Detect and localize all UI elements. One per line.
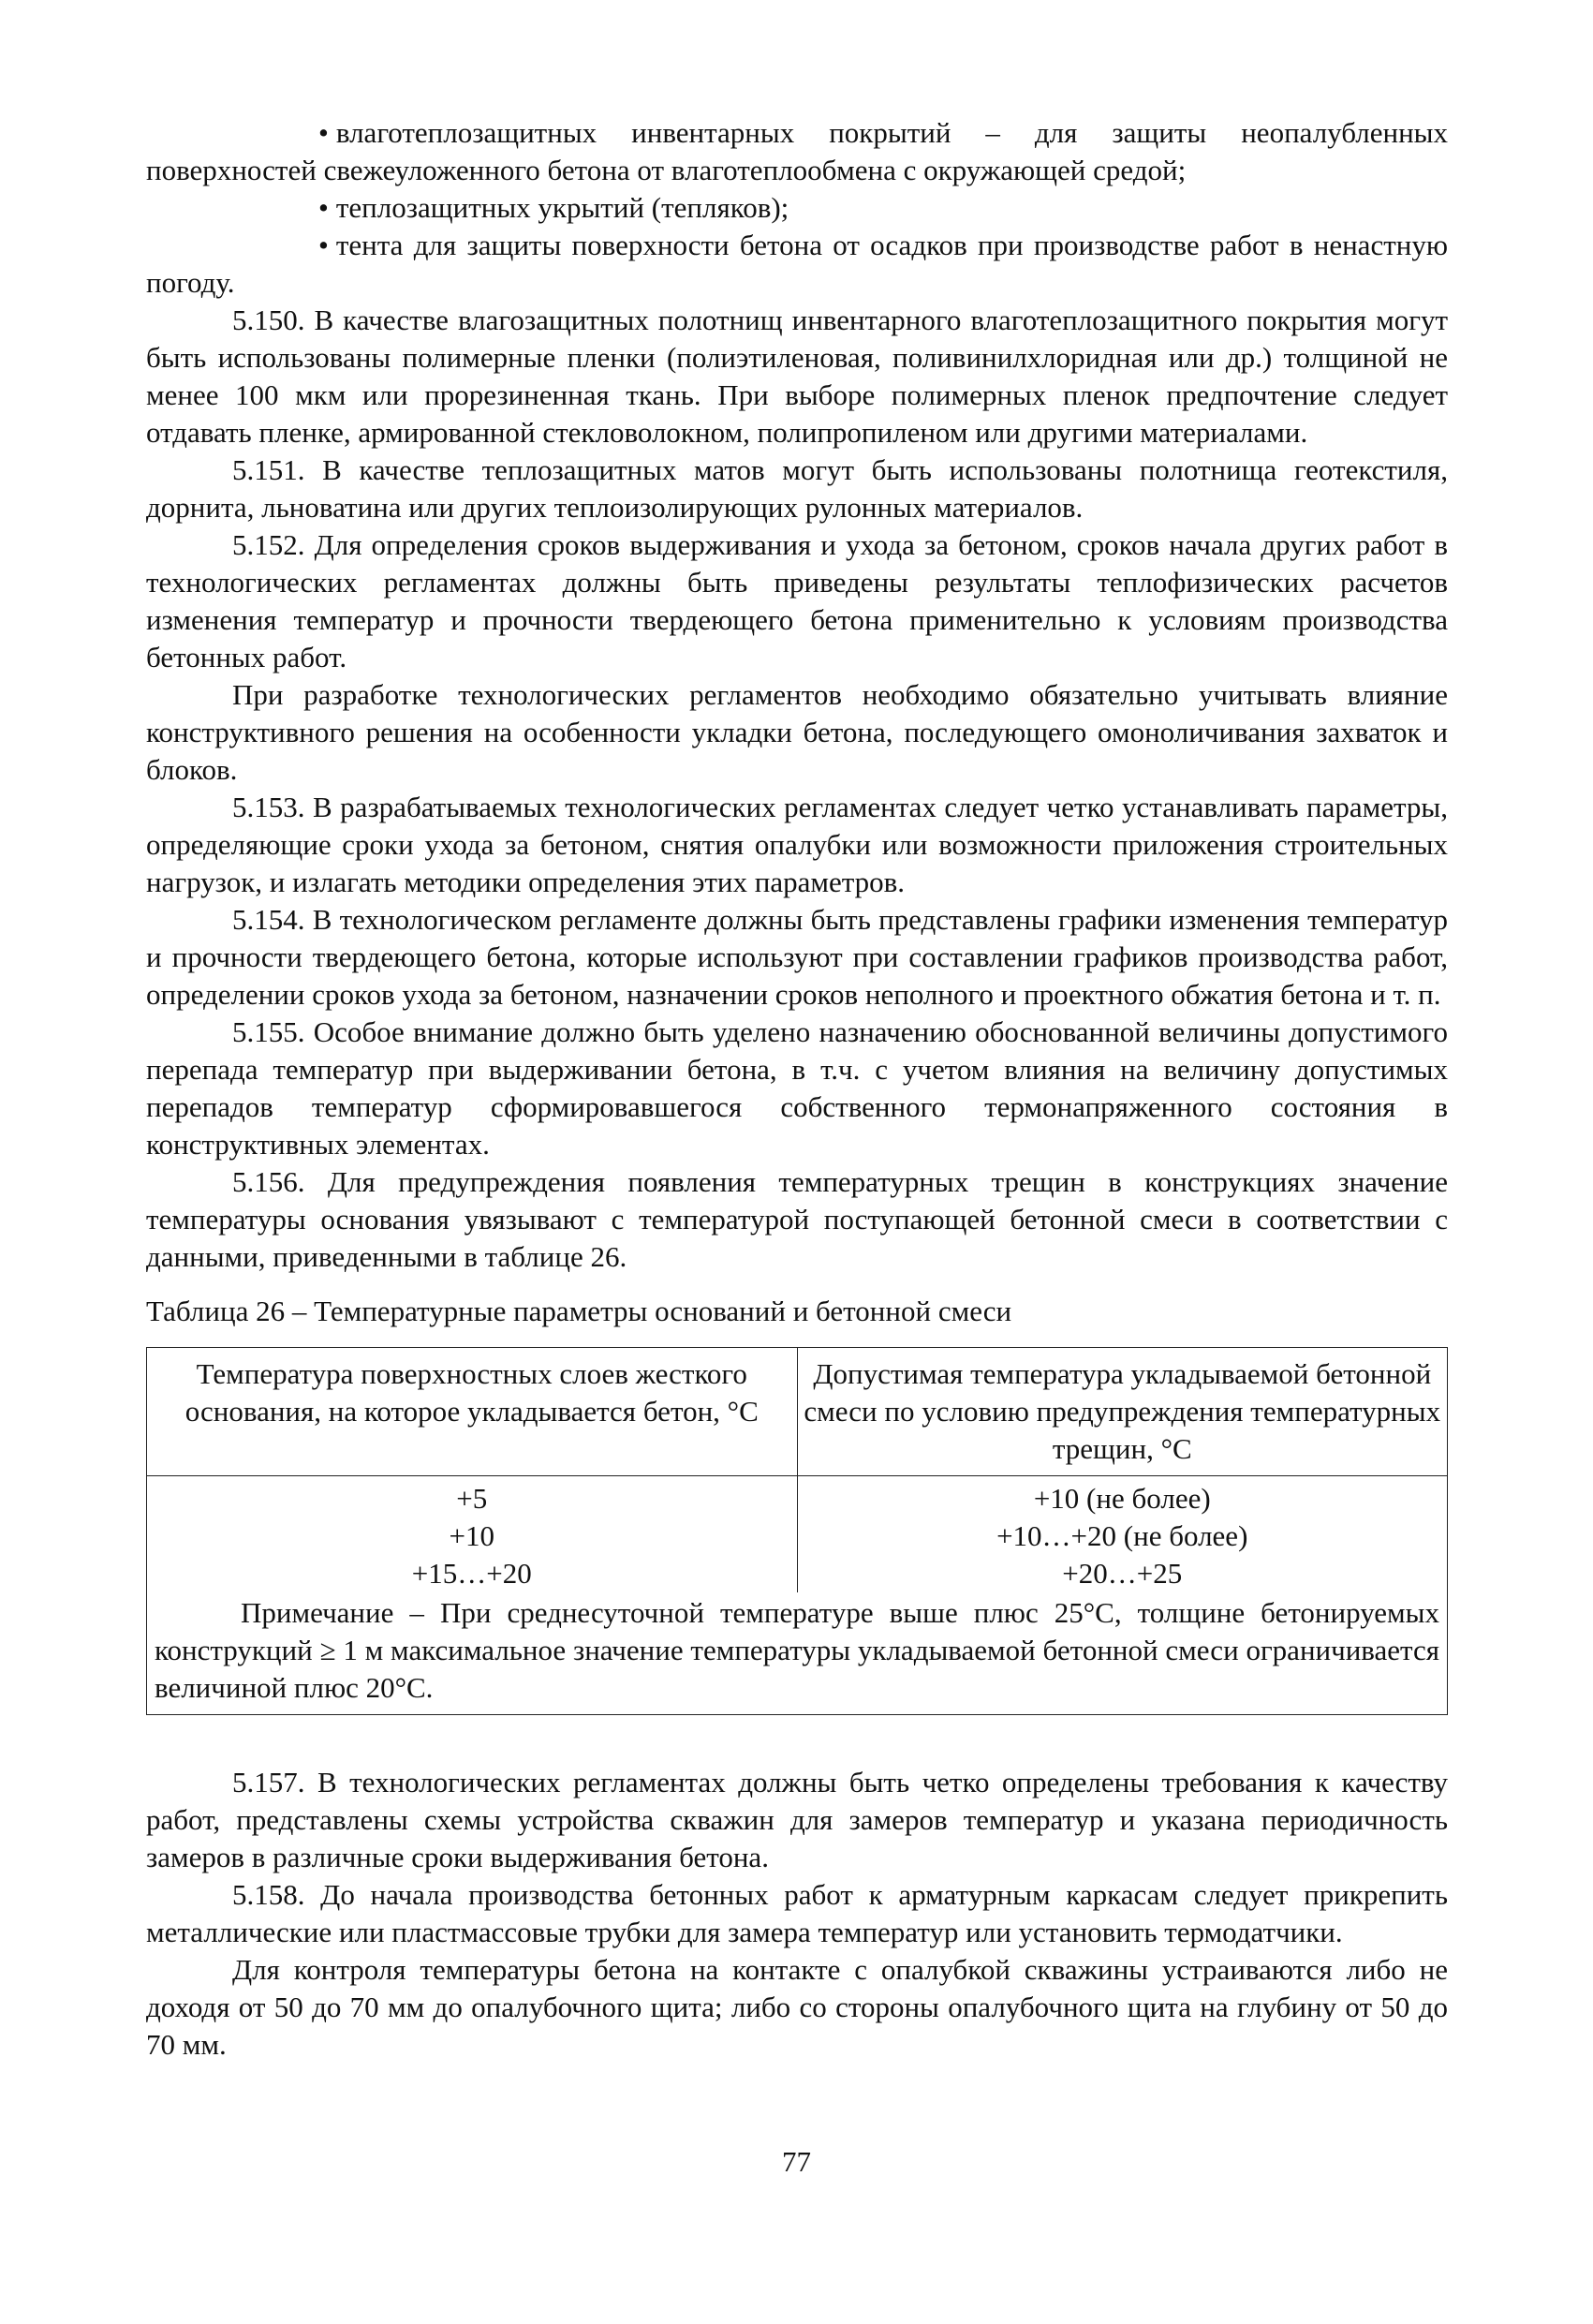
paragraph-5-155: 5.155. Особое внимание должно быть уделено назначению обоснованной величины допустимого перепада температур при выдерживании бетона, в т.ч. с учетом влияния на величину допустимых перепадов температур сформировавшегося собственного термонапряженного состояния в конструктивных элементах. bbox=[146, 1015, 1448, 1161]
bullet-icon: • bbox=[318, 229, 329, 261]
bullet-item: • влаготеплозащитных инвентарных покрытий – для защиты неопалубленных поверхностей свежеуложенного бетона от влаготеплообмена с окружающей средой; bbox=[146, 116, 1448, 186]
table-values-right bbox=[797, 1476, 1448, 1593]
table-cell: +10…+20 (не более) bbox=[996, 1519, 1248, 1552]
paragraph-5-151: 5.151. В качестве теплозащитных матов могут быть использованы полотнища геотекстиля, дорнита, льноватина или других теплоизолирующих рулонных материалов. bbox=[146, 453, 1448, 524]
table-caption: Таблица 26 – Температурные параметры оснований и бетонной смеси bbox=[146, 1295, 1012, 1327]
bullet-icon: • bbox=[318, 191, 329, 224]
table-cell: +10 (не более) bbox=[1033, 1482, 1211, 1515]
table-values-row bbox=[147, 1476, 1448, 1593]
paragraph-5-154: 5.154. В технологическом регламенте должны быть представлены графики изменения температур и прочности твердеющего бетона, которые используют при составлении графиков производства работ, определении сроков ухода за бетоном, назначении сроков неполного и проектного обжатия бетона и т. п. bbox=[146, 903, 1448, 1011]
page-number: 77 bbox=[782, 2145, 811, 2178]
table-cell: +5 bbox=[456, 1482, 488, 1515]
document-page bbox=[146, 114, 1448, 2064]
table-note-row bbox=[147, 1592, 1448, 1715]
paragraph-regulations: При разработке технологических регламентов необходимо обязательно учитывать влияние конструктивного решения на особенности укладки бетона, последующего омоноличивания захваток и блоков. bbox=[146, 678, 1448, 786]
paragraph-5-157: 5.157. В технологических регламентах должны быть четко определены требования к качеству работ, представлены схемы устройства скважин для замеров температур и указана периодичность замеров в различные сроки выдерживания бетона. bbox=[146, 1766, 1448, 1873]
temperature-table bbox=[146, 1347, 1448, 1715]
bullet-icon: • bbox=[318, 116, 329, 149]
bullet-item: • теплозащитных укрытий (тепляков); bbox=[146, 189, 1448, 227]
paragraph-5-156: 5.156. Для предупреждения появления температурных трещин в конструкциях значение температуры основания увязывают с температурой поступающей бетонной смеси в соответствии с данными, приведенными в таблице 26. bbox=[146, 1165, 1448, 1273]
table-header-row bbox=[147, 1348, 1448, 1476]
paragraph-5-158: 5.158. До начала производства бетонных работ к арматурным каркасам следует прикрепить металлические или пластмассовые трубки для замера температур или установить термодатчики. bbox=[146, 1878, 1448, 1948]
table-note: Примечание – При среднесуточной температуре выше плюс 25°С, толщине бетонируемых конструкций ≥ 1 м максимальное значение температуры укладываемой бетонной смеси ограничивается величиной плюс 20°С. bbox=[147, 1592, 1448, 1715]
paragraph-5-150: 5.150. В качестве влагозащитных полотнищ инвентарного влаготеплозащитного покрытия могут быть использованы полимерные пленки (полиэтиленовая, поливинилхлоридная или др.) толщиной не менее 100 мкм или прорезиненная ткань. При выборе полимерных пленок предпочтение следует отдавать пленке, армированной стекловолокном, полипропиленом или другими материалами. bbox=[146, 303, 1448, 449]
table-cell: +10 bbox=[449, 1519, 494, 1552]
paragraph-5-152: 5.152. Для определения сроков выдерживания и ухода за бетоном, сроков начала других работ в технологических регламентах должны быть приведены результаты теплофизических расчетов изменения температур и прочности твердеющего бетона применительно к условиям производства бетонных работ. bbox=[146, 528, 1448, 674]
paragraph-5-153: 5.153. В разрабатываемых технологических регламентах следует четко устанавливать параметры, определяющие сроки ухода за бетоном, снятия опалубки или возможности приложения строительных нагрузок, и излагать методики определения этих параметров. bbox=[146, 791, 1448, 898]
table-cell: +20…+25 bbox=[1062, 1557, 1183, 1590]
bullet-item: • тента для защиты поверхности бетона от осадков при производстве работ в ненастную погоду. bbox=[146, 229, 1448, 299]
table-cell: +15…+20 bbox=[411, 1557, 532, 1590]
table-header-left: Температура поверхностных слоев жесткого основания, на которое укладывается бетон, °С bbox=[147, 1348, 798, 1476]
paragraph-temperature-control: Для контроля температуры бетона на контакте с опалубкой скважины устраиваются либо не доходя от 50 до 70 мм до опалубочного щита; либо со стороны опалубочного щита на глубину от 50 до 70 мм. bbox=[146, 1953, 1448, 2061]
table-values-left bbox=[147, 1476, 798, 1593]
table-header-right: Допустимая температура укладываемой бетонной смеси по условию предупреждения температурных трещин, °С bbox=[797, 1348, 1448, 1476]
